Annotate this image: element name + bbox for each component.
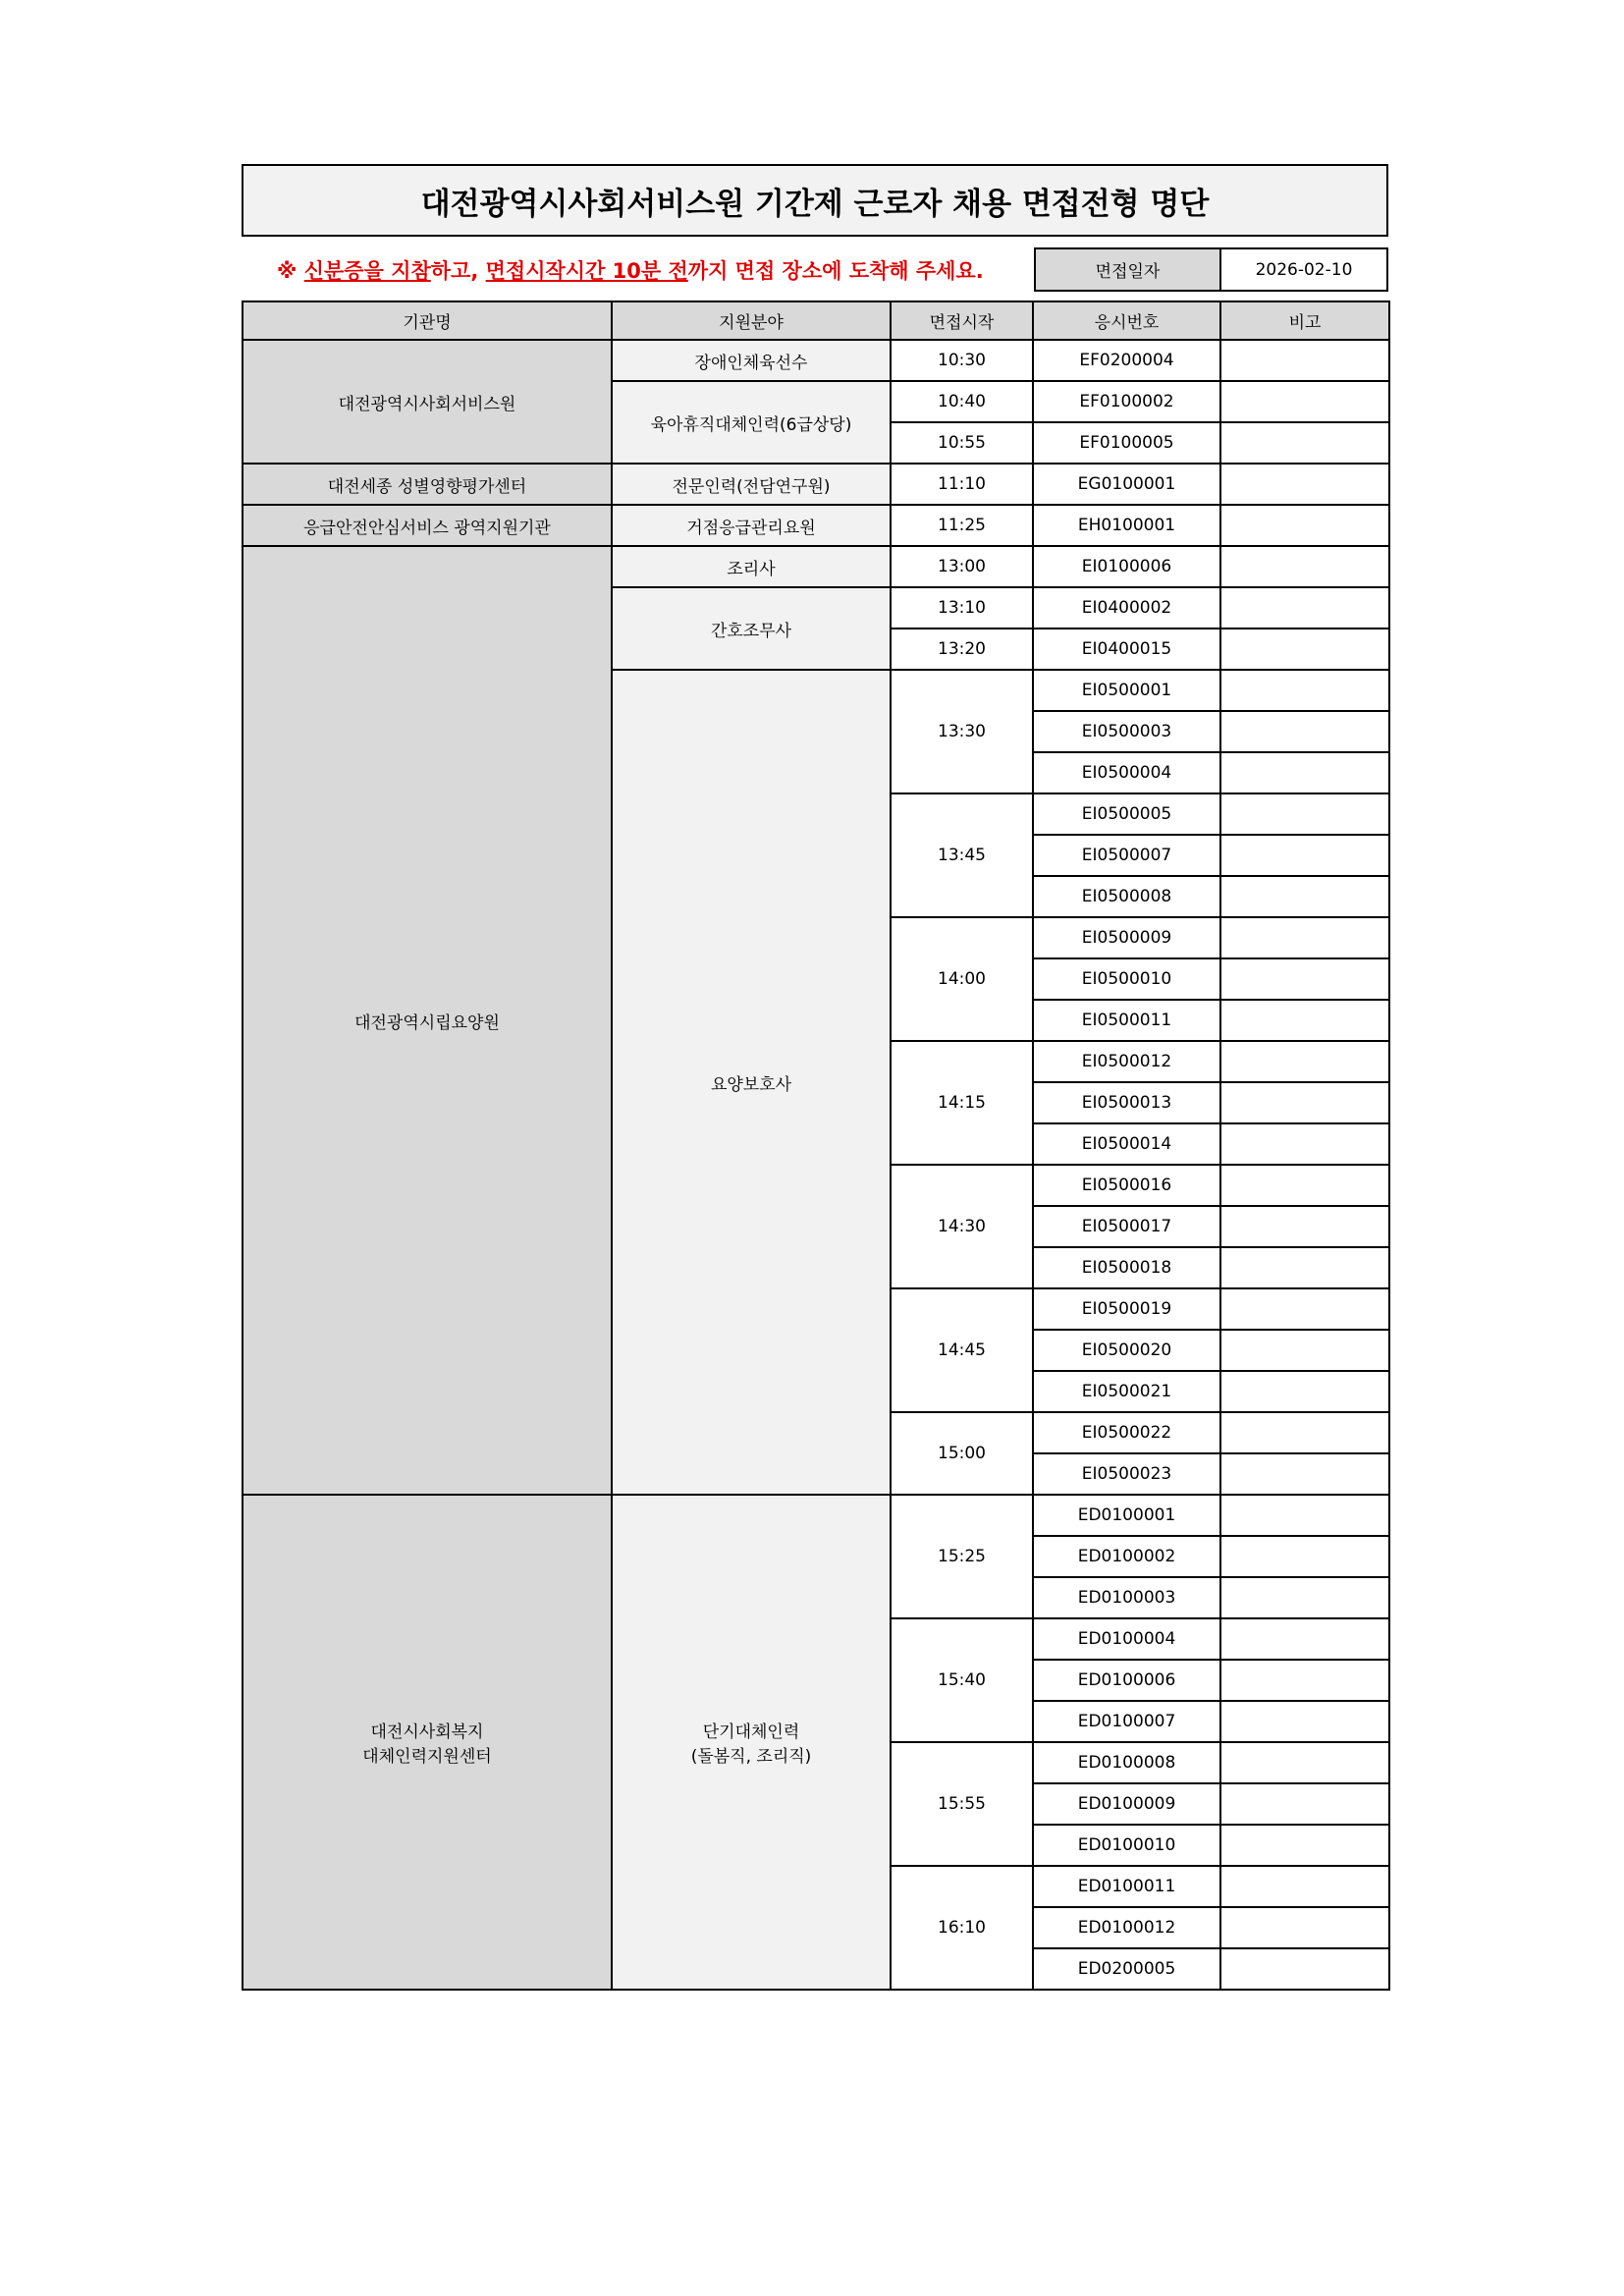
table-row bbox=[243, 505, 1389, 546]
page-title: 대전광역시사회서비스원 기간제 근로자 채용 면접전형 명단 bbox=[242, 164, 1388, 237]
applicant-id: EI0500009 bbox=[1033, 917, 1220, 958]
note-cell bbox=[1220, 793, 1389, 835]
notice-end: 까지 면접 장소에 도착해 주세요. bbox=[687, 259, 984, 283]
table-row bbox=[243, 1495, 1389, 1536]
notice-prefix: ※ bbox=[277, 259, 304, 283]
note-cell bbox=[1220, 546, 1389, 587]
note-cell bbox=[1220, 1783, 1389, 1825]
time-cell: 11:10 bbox=[891, 464, 1033, 505]
time-cell: 13:30 bbox=[891, 670, 1033, 793]
applicant-id: EI0500014 bbox=[1033, 1123, 1220, 1165]
applicant-id: EI0500010 bbox=[1033, 958, 1220, 1000]
org-line-1: 대전시사회복지 bbox=[370, 1722, 484, 1742]
applicant-id: EI0500021 bbox=[1033, 1371, 1220, 1412]
note-cell bbox=[1220, 340, 1389, 381]
time-cell: 14:30 bbox=[891, 1165, 1033, 1288]
note-cell bbox=[1220, 464, 1389, 505]
note-cell bbox=[1220, 505, 1389, 546]
note-cell bbox=[1220, 381, 1389, 422]
note-cell bbox=[1220, 711, 1389, 752]
applicant-id: EI0100006 bbox=[1033, 546, 1220, 587]
applicant-id: EI0500018 bbox=[1033, 1247, 1220, 1288]
note-cell bbox=[1220, 1371, 1389, 1412]
note-cell bbox=[1220, 1825, 1389, 1866]
applicant-id: EI0500008 bbox=[1033, 876, 1220, 917]
note-cell bbox=[1220, 1701, 1389, 1742]
applicant-id: EI0500003 bbox=[1033, 711, 1220, 752]
note-cell bbox=[1220, 1453, 1389, 1495]
applicant-id: EI0400002 bbox=[1033, 587, 1220, 629]
applicant-id: EI0500001 bbox=[1033, 670, 1220, 711]
field-cell: 요양보호사 bbox=[612, 670, 891, 1495]
applicant-id: EI0500004 bbox=[1033, 752, 1220, 793]
note-cell bbox=[1220, 1948, 1389, 1990]
note-cell bbox=[1220, 1660, 1389, 1701]
field-line-2: (돌봄직, 조리직) bbox=[690, 1747, 812, 1767]
header-field: 지원분야 bbox=[612, 301, 891, 340]
time-cell: 15:55 bbox=[891, 1742, 1033, 1866]
field-cell bbox=[612, 1495, 891, 1990]
applicant-id: ED0100009 bbox=[1033, 1783, 1220, 1825]
header-note: 비고 bbox=[1220, 301, 1389, 340]
time-cell: 13:20 bbox=[891, 629, 1033, 670]
applicant-id: EG0100001 bbox=[1033, 464, 1220, 505]
note-cell bbox=[1220, 670, 1389, 711]
applicant-id: EI0400015 bbox=[1033, 629, 1220, 670]
field-cell: 간호조무사 bbox=[612, 587, 891, 670]
table-row bbox=[243, 546, 1389, 587]
header-time: 면접시작 bbox=[891, 301, 1033, 340]
note-cell bbox=[1220, 1288, 1389, 1330]
applicant-id: EF0100002 bbox=[1033, 381, 1220, 422]
interview-schedule-table bbox=[242, 301, 1390, 1991]
applicant-id: EI0500016 bbox=[1033, 1165, 1220, 1206]
applicant-id: ED0100003 bbox=[1033, 1577, 1220, 1618]
note-cell bbox=[1220, 1412, 1389, 1453]
time-cell: 13:00 bbox=[891, 546, 1033, 587]
note-cell bbox=[1220, 1123, 1389, 1165]
field-cell: 육아휴직대체인력(6급상당) bbox=[612, 381, 891, 464]
applicant-id: ED0200005 bbox=[1033, 1948, 1220, 1990]
interview-date-value: 2026-02-10 bbox=[1219, 247, 1388, 292]
notice-id-card: 신분증을 지참 bbox=[303, 259, 431, 283]
time-cell: 11:25 bbox=[891, 505, 1033, 546]
org-line-2: 대체인력지원센터 bbox=[362, 1747, 492, 1767]
note-cell bbox=[1220, 1247, 1389, 1288]
applicant-id: EH0100001 bbox=[1033, 505, 1220, 546]
note-cell bbox=[1220, 1577, 1389, 1618]
note-cell bbox=[1220, 1742, 1389, 1783]
time-cell: 14:00 bbox=[891, 917, 1033, 1041]
applicant-id: ED0100004 bbox=[1033, 1618, 1220, 1660]
applicant-id: EI0500022 bbox=[1033, 1412, 1220, 1453]
header-org: 기관명 bbox=[243, 301, 612, 340]
note-cell bbox=[1220, 1082, 1389, 1123]
org-cell bbox=[243, 1495, 612, 1990]
notice-mid: 하고, bbox=[430, 259, 486, 283]
applicant-id: EI0500011 bbox=[1033, 1000, 1220, 1041]
time-cell: 14:15 bbox=[891, 1041, 1033, 1165]
note-cell bbox=[1220, 1618, 1389, 1660]
note-cell bbox=[1220, 917, 1389, 958]
applicant-id: ED0100010 bbox=[1033, 1825, 1220, 1866]
table-header-row bbox=[243, 301, 1389, 340]
time-cell: 15:25 bbox=[891, 1495, 1033, 1618]
interview-date-label: 면접일자 bbox=[1034, 247, 1221, 292]
time-cell: 14:45 bbox=[891, 1288, 1033, 1412]
field-cell: 조리사 bbox=[612, 546, 891, 587]
org-cell: 대전광역시립요양원 bbox=[243, 546, 612, 1495]
applicant-id: ED0100006 bbox=[1033, 1660, 1220, 1701]
field-cell: 거점응급관리요원 bbox=[612, 505, 891, 546]
time-cell: 10:55 bbox=[891, 422, 1033, 464]
org-cell: 응급안전안심서비스 광역지원기관 bbox=[243, 505, 612, 546]
applicant-id: EI0500012 bbox=[1033, 1041, 1220, 1082]
note-cell bbox=[1220, 752, 1389, 793]
time-cell: 15:00 bbox=[891, 1412, 1033, 1495]
notice-arrival-time: 면접시작시간 10분 전 bbox=[485, 259, 688, 283]
note-cell bbox=[1220, 835, 1389, 876]
note-cell bbox=[1220, 1000, 1389, 1041]
applicant-id: EI0500017 bbox=[1033, 1206, 1220, 1247]
time-cell: 10:30 bbox=[891, 340, 1033, 381]
applicant-id: ED0100007 bbox=[1033, 1701, 1220, 1742]
time-cell: 16:10 bbox=[891, 1866, 1033, 1990]
applicant-id: EI0500019 bbox=[1033, 1288, 1220, 1330]
table-row bbox=[243, 340, 1389, 381]
header-id: 응시번호 bbox=[1033, 301, 1220, 340]
applicant-id: EI0500013 bbox=[1033, 1082, 1220, 1123]
org-cell: 대전광역시사회서비스원 bbox=[243, 340, 612, 464]
applicant-id: ED0100002 bbox=[1033, 1536, 1220, 1577]
field-cell: 전문인력(전담연구원) bbox=[612, 464, 891, 505]
applicant-id: EF0100005 bbox=[1033, 422, 1220, 464]
applicant-id: ED0100001 bbox=[1033, 1495, 1220, 1536]
applicant-id: ED0100011 bbox=[1033, 1866, 1220, 1907]
field-cell: 장애인체육선수 bbox=[612, 340, 891, 381]
note-cell bbox=[1220, 629, 1389, 670]
note-cell bbox=[1220, 1330, 1389, 1371]
applicant-id: EI0500023 bbox=[1033, 1453, 1220, 1495]
applicant-id: ED0100008 bbox=[1033, 1742, 1220, 1783]
note-cell bbox=[1220, 1206, 1389, 1247]
applicant-id: EI0500005 bbox=[1033, 793, 1220, 835]
time-cell: 13:45 bbox=[891, 793, 1033, 917]
applicant-id: EF0200004 bbox=[1033, 340, 1220, 381]
applicant-id: ED0100012 bbox=[1033, 1907, 1220, 1948]
applicant-id: EI0500007 bbox=[1033, 835, 1220, 876]
note-cell bbox=[1220, 1907, 1389, 1948]
notice-text bbox=[277, 251, 984, 291]
note-cell bbox=[1220, 1866, 1389, 1907]
field-line-1: 단기대체인력 bbox=[702, 1722, 800, 1742]
note-cell bbox=[1220, 1041, 1389, 1082]
note-cell bbox=[1220, 422, 1389, 464]
note-cell bbox=[1220, 1495, 1389, 1536]
time-cell: 10:40 bbox=[891, 381, 1033, 422]
time-cell: 15:40 bbox=[891, 1618, 1033, 1742]
table-row bbox=[243, 464, 1389, 505]
note-cell bbox=[1220, 587, 1389, 629]
note-cell bbox=[1220, 958, 1389, 1000]
note-cell bbox=[1220, 1536, 1389, 1577]
applicant-id: EI0500020 bbox=[1033, 1330, 1220, 1371]
org-cell: 대전세종 성별영향평가센터 bbox=[243, 464, 612, 505]
note-cell bbox=[1220, 876, 1389, 917]
note-cell bbox=[1220, 1165, 1389, 1206]
time-cell: 13:10 bbox=[891, 587, 1033, 629]
